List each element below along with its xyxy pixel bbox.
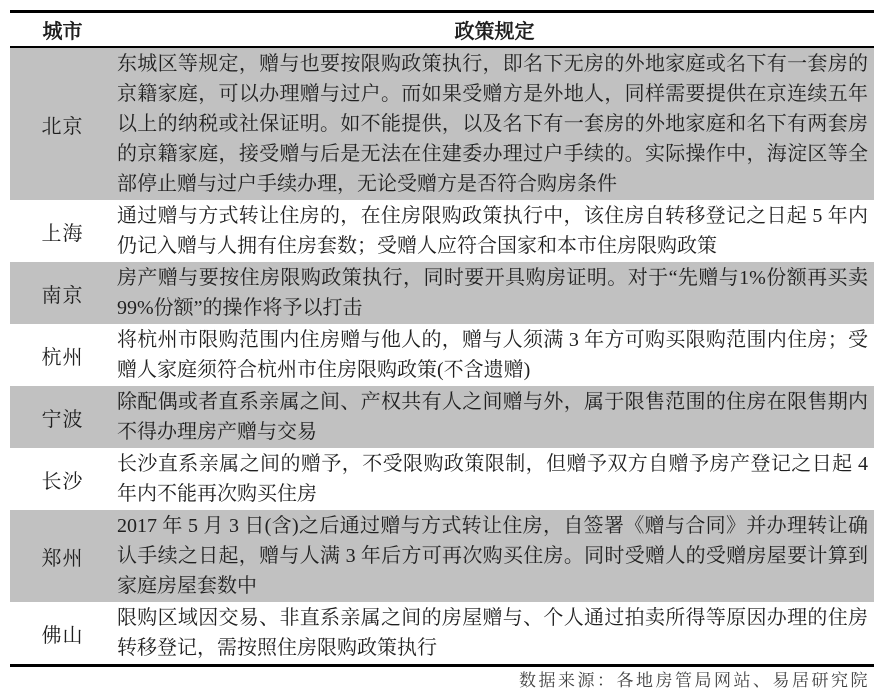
city-cell: 上海 [41,222,84,245]
policy-cell: 限购区域因交易、非直系亲属之间的房屋赠与、个人通过拍卖所得等原因办理的住房转移登记，需按照住房限购政策执行 [117,607,868,659]
city-cell: 北京 [41,115,84,138]
data-source-note: 数据来源：各地房管局网站、易居研究院 [519,671,870,690]
city-cell: 长沙 [41,470,84,493]
table-row [10,386,874,448]
city-cell: 杭州 [41,346,84,369]
table-row [10,324,874,386]
city-cell: 郑州 [41,547,84,570]
policy-table [10,10,874,667]
table-row [10,262,874,324]
table-row [10,200,874,262]
city-cell: 佛山 [41,624,84,647]
policy-cell: 东城区等规定，赠与也要按限购政策执行，即名下无房的外地家庭或名下有一套房的京籍家庭，可以办理赠与过户。而如果受赠方是外地人，同样需要提供在京连续五年以上的纳税或社保证明。如不能提供，以及名下有一套房的外地家庭和名下有两套房的京籍家庭，接受赠与后是无法在住建委办理过户手续的。实际操作中，海淀区等全部停止赠与过户手续办理，无论受赠方是否符合购房条件 [117,53,868,195]
city-cell: 南京 [41,284,84,307]
table-row [10,448,874,510]
table-row [10,602,874,664]
table-body [10,48,874,664]
policy-cell: 除配偶或者直系亲属之间、产权共有人之间赠与外，属于限售范围的住房在限售期内不得办理房产赠与交易 [117,391,868,443]
header-policy: 政策规定 [454,21,535,43]
policy-cell: 将杭州市限购范围内住房赠与他人的，赠与人须满 3 年方可购买限购范围内住房；受赠人家庭须符合杭州市住房限购政策(不含遗赠) [117,329,868,381]
table-header-row [10,13,874,48]
table-row [10,510,874,602]
policy-cell: 2017 年 5 月 3 日(含)之后通过赠与方式转让住房，自签署《赠与合同》并办理转让确认手续之日起，赠与人满 3 年后方可再次购买住房。同时受赠人的受赠房屋要计算到家庭房屋套数中 [117,515,868,597]
policy-cell: 通过赠与方式转让住房的，在住房限购政策执行中，该住房自转移登记之日起 5 年内仍记入赠与人拥有住房套数；受赠人应符合国家和本市住房限购政策 [117,205,868,257]
policy-cell: 房产赠与要按住房限购政策执行，同时要开具购房证明。对于“先赠与1%份额再买卖 99%份额”的操作将予以打击 [117,267,868,319]
policy-cell: 长沙直系亲属之间的赠予，不受限购政策限制，但赠予双方自赠予房产登记之日起 4 年内不能再次购买住房 [117,453,868,505]
city-cell: 宁波 [41,408,84,431]
table-row [10,48,874,200]
header-city: 城市 [42,21,83,43]
